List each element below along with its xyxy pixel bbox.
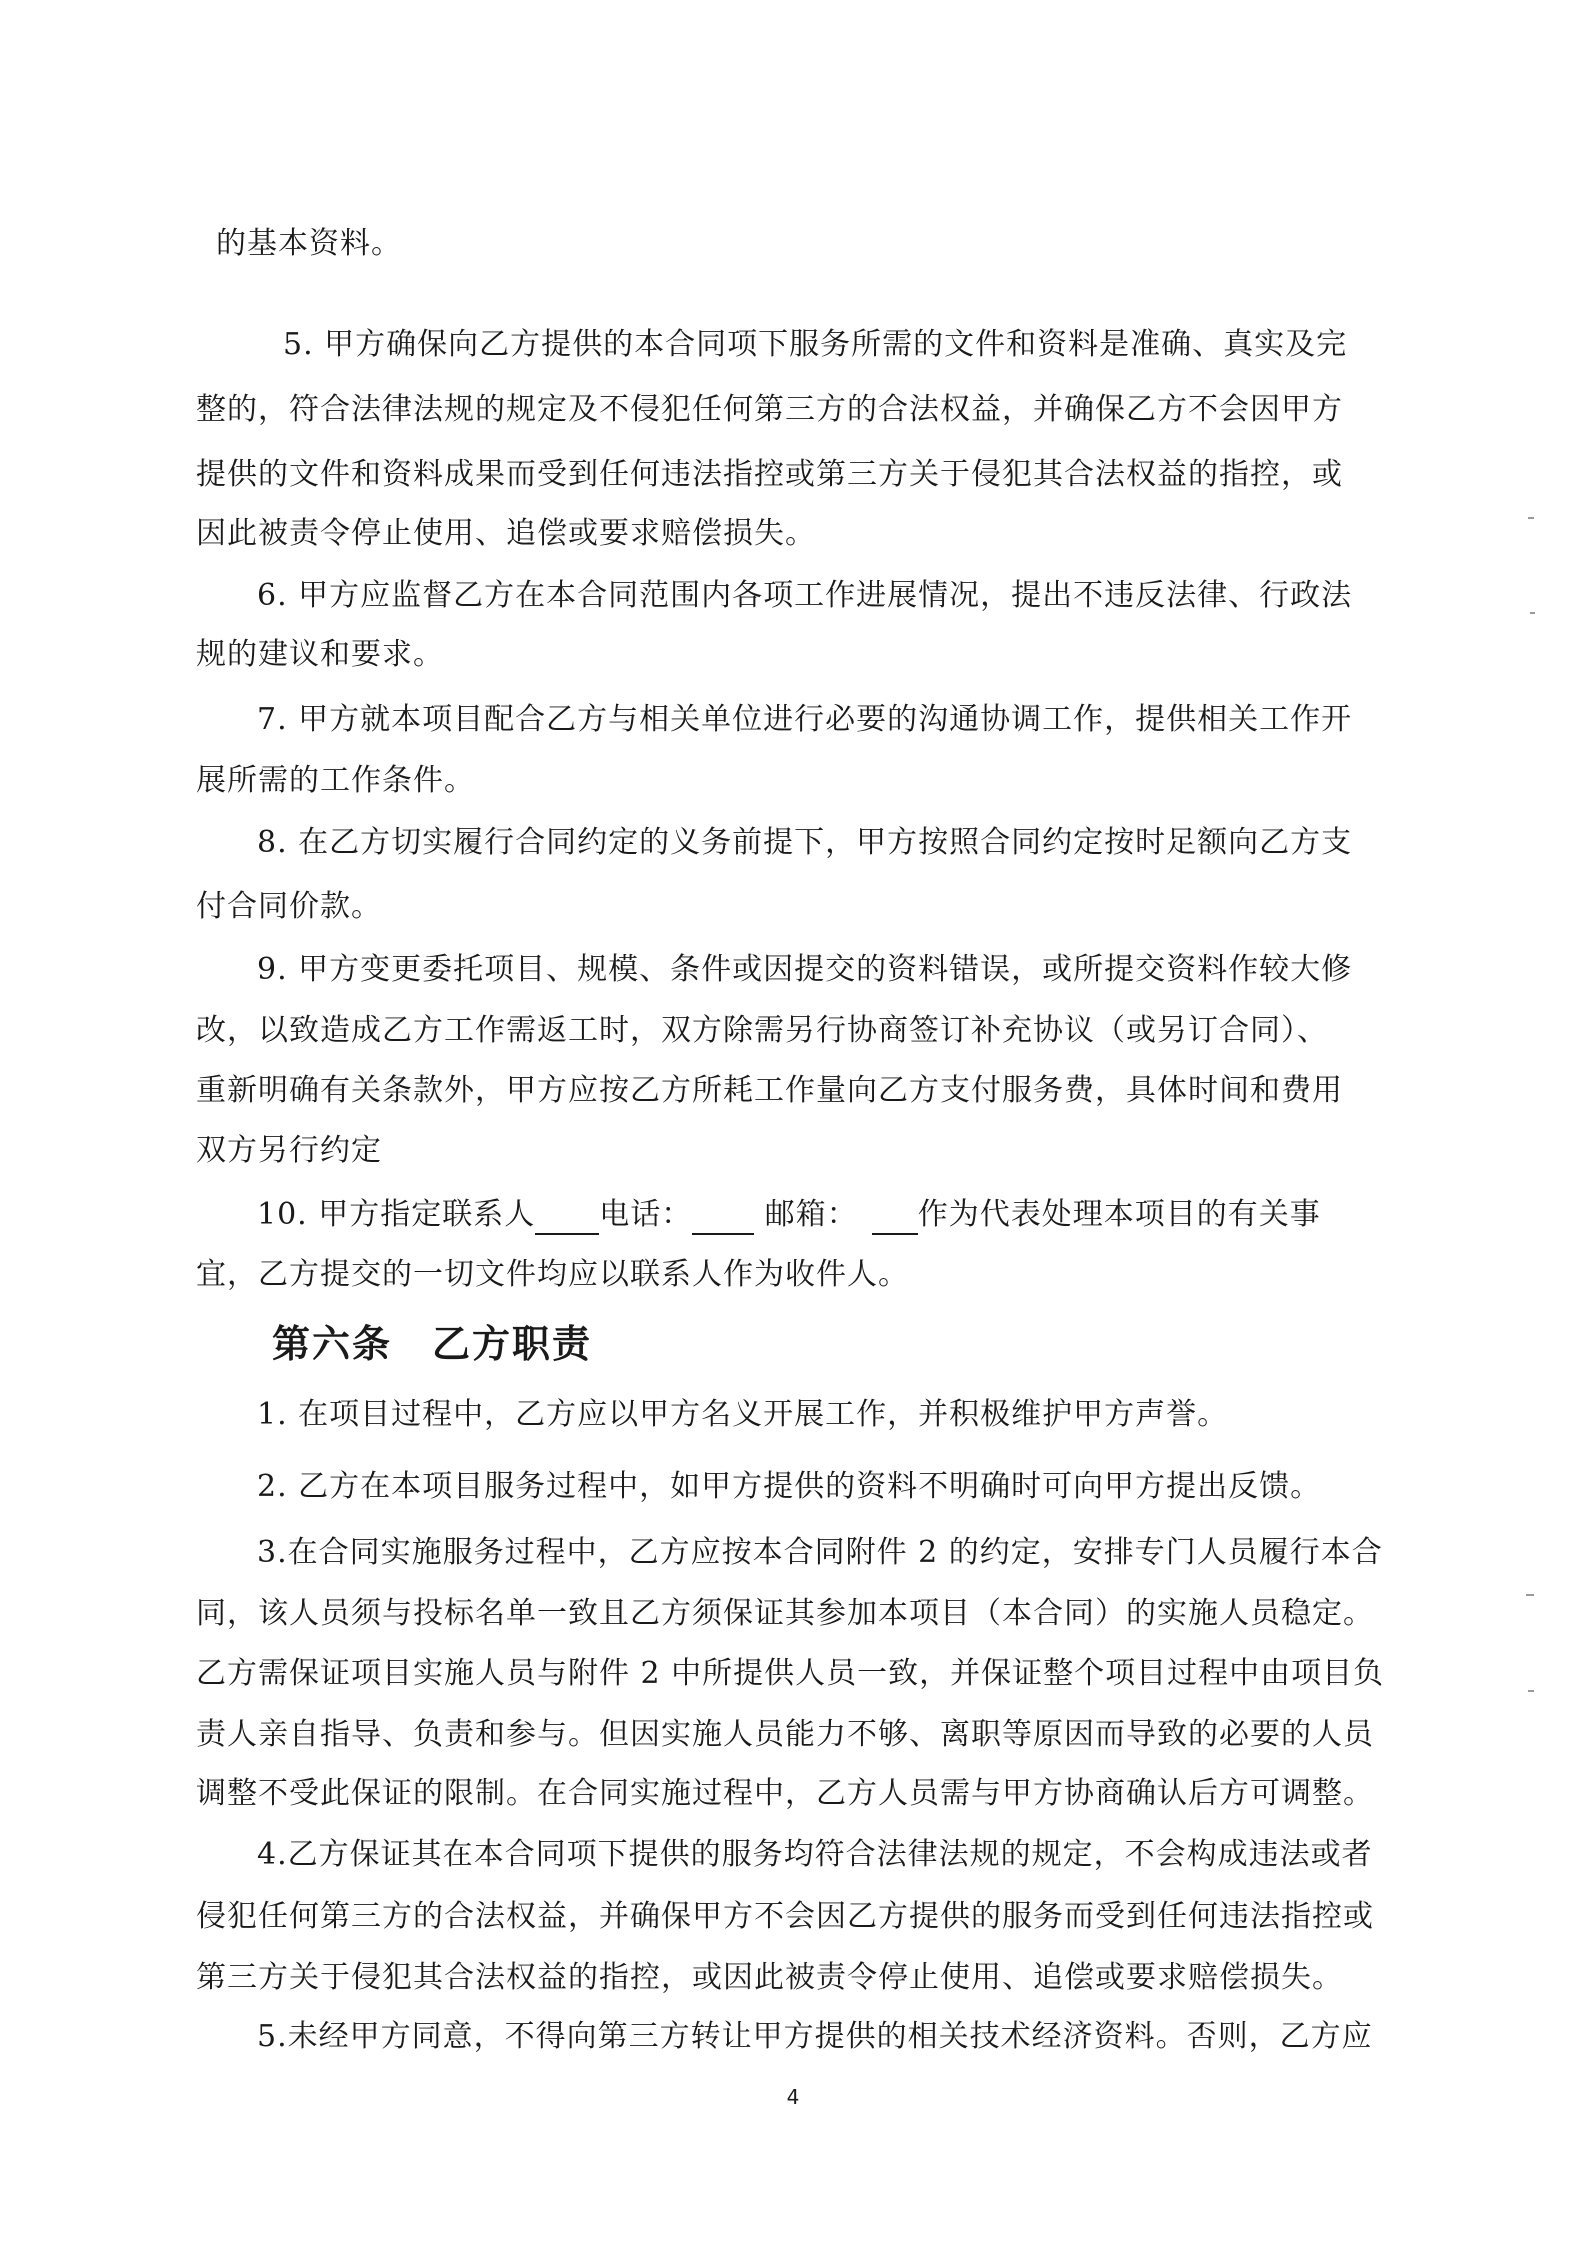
scan-mark (1528, 1690, 1534, 1692)
s6-item-5-line-1: 5.未经甲方同意，不得向第三方转让甲方提供的相关技术经济资料。否则，乙方应 (257, 2019, 1373, 2054)
para-9-line-2: 改，以致造成乙方工作需返工时，双方除需另行协商签订补充协议（或另订合同）、 (196, 1013, 1328, 1048)
para-10-contact-label: 10. 甲方指定联系人 (257, 1197, 536, 1232)
phone-blank (692, 1205, 754, 1235)
para-6-line-1: 6. 甲方应监督乙方在本合同范围内各项工作进展情况，提出不违反法律、行政法 (257, 578, 1353, 613)
s6-item-3-line-5: 调整不受此保证的限制。在合同实施过程中，乙方人员需与甲方协商确认后方可调整。 (196, 1776, 1374, 1811)
para-5-line-3: 提供的文件和资料成果而受到任何违法指控或第三方关于侵犯其合法权益的指控，或 (196, 457, 1343, 492)
page-number: 4 (786, 2085, 800, 2109)
para-9-line-3: 重新明确有关条款外，甲方应按乙方所耗工作量向乙方支付服务费，具体时间和费用 (196, 1073, 1343, 1108)
s6-item-3-line-2: 同，该人员须与投标名单一致且乙方须保证其参加本项目（本合同）的实施人员稳定。 (196, 1596, 1374, 1631)
para-5-line-2: 整的，符合法律法规的规定及不侵犯任何第三方的合法权益，并确保乙方不会因甲方 (196, 392, 1343, 427)
para-8-line-2: 付合同价款。 (196, 889, 382, 924)
s6-item-1: 1. 在项目过程中，乙方应以甲方名义开展工作，并积极维护甲方声誉。 (257, 1397, 1229, 1432)
scan-mark (1526, 1594, 1534, 1596)
para-10-email-label: 邮箱： (754, 1197, 858, 1232)
section-6-title: 第六条 乙方职责 (272, 1322, 593, 1366)
s6-item-2: 2. 乙方在本项目服务过程中，如甲方提供的资料不明确时可向甲方提出反馈。 (257, 1469, 1322, 1504)
para-10-line-1 (257, 1195, 1321, 1235)
s6-item-4-line-2: 侵犯任何第三方的合法权益，并确保甲方不会因乙方提供的服务而受到任何违法指控或 (196, 1899, 1374, 1934)
s6-item-4-line-3: 第三方关于侵犯其合法权益的指控，或因此被责令停止使用、追偿或要求赔偿损失。 (196, 1960, 1343, 1995)
para-9-line-1: 9. 甲方变更委托项目、规模、条件或因提交的资料错误，或所提交资料作较大修 (257, 952, 1353, 987)
para-4-tail: 的基本资料。 (216, 226, 402, 261)
para-5-line-1: 5. 甲方确保向乙方提供的本合同项下服务所需的文件和资料是准确、真实及完 (283, 327, 1348, 362)
para-5-line-4: 因此被责令停止使用、追偿或要求赔偿损失。 (196, 516, 816, 551)
s6-item-3-line-1: 3.在合同实施服务过程中，乙方应按本合同附件 2 的约定，安排专门人员履行本合 (257, 1535, 1383, 1570)
para-10-phone-label: 电话： (599, 1197, 693, 1232)
scan-mark (1528, 517, 1534, 519)
para-8-line-1: 8. 在乙方切实履行合同约定的义务前提下，甲方按照合同约定按时足额向乙方支 (257, 825, 1353, 860)
para-10-line-2: 宜，乙方提交的一切文件均应以联系人作为收件人。 (196, 1257, 909, 1292)
scan-mark (1530, 612, 1535, 614)
contact-blank (535, 1205, 599, 1235)
email-blank (872, 1205, 918, 1235)
para-6-line-2: 规的建议和要求。 (196, 637, 444, 672)
para-7-line-2: 展所需的工作条件。 (196, 763, 475, 798)
para-7-line-1: 7. 甲方就本项目配合乙方与相关单位进行必要的沟通协调工作，提供相关工作开 (257, 702, 1353, 737)
para-10-duty-text: 作为代表处理本项目的有关事 (917, 1197, 1321, 1232)
s6-item-3-line-3: 乙方需保证项目实施人员与附件 2 中所提供人员一致，并保证整个项目过程中由项目负 (196, 1656, 1385, 1691)
para-9-line-4: 双方另行约定 (196, 1133, 382, 1168)
s6-item-3-line-4: 责人亲自指导、负责和参与。但因实施人员能力不够、离职等原因而导致的必要的人员 (196, 1717, 1374, 1752)
s6-item-4-line-1: 4.乙方保证其在本合同项下提供的服务均符合法律法规的规定，不会构成违法或者 (257, 1837, 1373, 1872)
